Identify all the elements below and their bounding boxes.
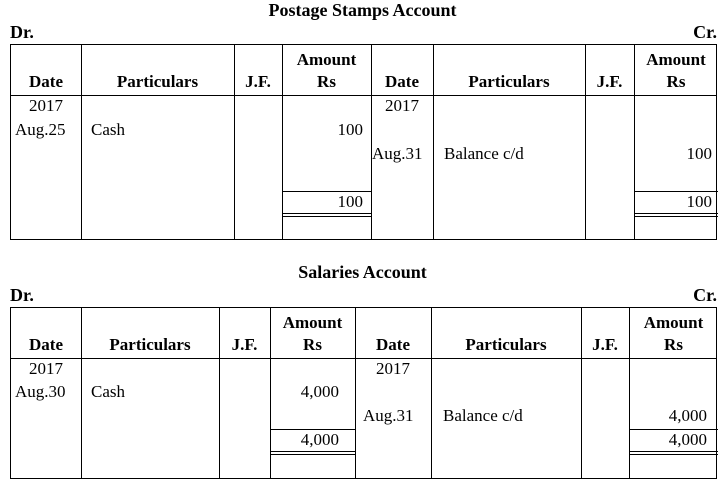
header-date: Date bbox=[29, 335, 63, 354]
header-particulars: Particulars bbox=[468, 72, 550, 91]
header-particulars: Particulars bbox=[109, 335, 191, 354]
ledger-title: Salaries Account bbox=[298, 262, 427, 282]
header-jf: J.F. bbox=[592, 335, 618, 354]
cr-label: Cr. bbox=[693, 285, 717, 305]
header-particulars: Particulars bbox=[465, 335, 547, 354]
header-date: Date bbox=[385, 72, 419, 91]
header-amount: Amount bbox=[646, 50, 706, 69]
credit-particulars: Balance c/d bbox=[444, 144, 524, 163]
dr-label: Dr. bbox=[10, 285, 34, 305]
debit-date: Aug.25 bbox=[15, 120, 66, 139]
debit-total: 100 bbox=[337, 192, 363, 211]
debit-amount: 100 bbox=[337, 120, 363, 139]
debit-total: 4,000 bbox=[300, 430, 339, 449]
header-amount: Amount bbox=[296, 50, 357, 69]
credit-total: 4,000 bbox=[668, 430, 707, 449]
header-rs: Rs bbox=[666, 72, 686, 91]
cr-label: Cr. bbox=[693, 22, 717, 42]
header-jf: J.F. bbox=[245, 72, 271, 91]
header-rs: Rs bbox=[317, 72, 336, 91]
header-jf: J.F. bbox=[231, 335, 258, 354]
header-amount: Amount bbox=[282, 313, 343, 332]
ledger-table bbox=[10, 307, 717, 479]
debit-year: 2017 bbox=[29, 96, 63, 115]
header-amount: Amount bbox=[643, 313, 704, 332]
dr-label: Dr. bbox=[10, 22, 34, 42]
credit-date: Aug.31 bbox=[372, 144, 423, 163]
credit-total: 100 bbox=[686, 192, 712, 211]
credit-year: 2017 bbox=[385, 96, 419, 115]
ledger-table bbox=[10, 44, 717, 240]
credit-amount: 4,000 bbox=[668, 406, 707, 425]
header-jf: J.F. bbox=[596, 72, 623, 91]
header-date: Date bbox=[29, 72, 63, 91]
header-date: Date bbox=[376, 335, 410, 354]
credit-amount: 100 bbox=[686, 144, 712, 163]
credit-particulars: Balance c/d bbox=[443, 406, 523, 425]
debit-amount: 4,000 bbox=[300, 382, 339, 401]
debit-particulars: Cash bbox=[91, 382, 125, 401]
credit-year: 2017 bbox=[376, 359, 410, 378]
header-particulars: Particulars bbox=[116, 72, 199, 91]
debit-date: Aug.30 bbox=[15, 382, 66, 401]
ledger-title: Postage Stamps Account bbox=[268, 0, 457, 20]
credit-date: Aug.31 bbox=[363, 406, 414, 425]
debit-particulars: Cash bbox=[91, 120, 125, 139]
header-rs: Rs bbox=[303, 335, 322, 354]
header-rs: Rs bbox=[664, 335, 683, 354]
debit-year: 2017 bbox=[29, 359, 63, 378]
